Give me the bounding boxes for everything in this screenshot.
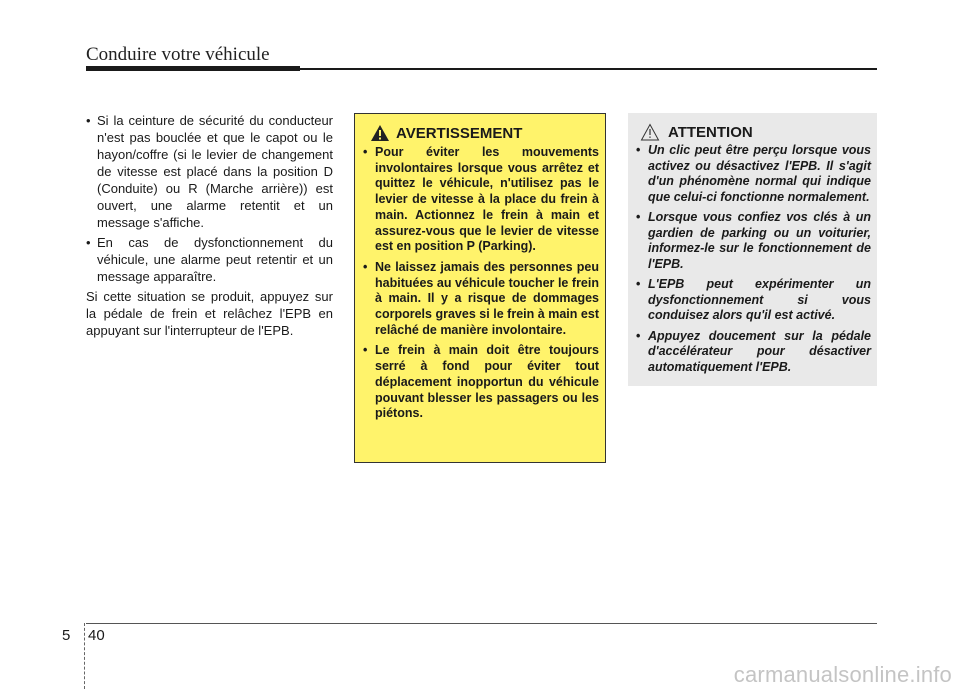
page-number: 40	[88, 627, 105, 644]
warning-title: AVERTISSEMENT	[396, 124, 523, 142]
page-header-title: Conduire votre véhicule	[86, 44, 270, 65]
watermark-text: carmanualsonline.info	[733, 662, 952, 687]
warning-triangle-icon	[370, 124, 390, 142]
caution-title: ATTENTION	[668, 123, 753, 141]
left-bullet-list	[86, 112, 333, 285]
caution-item: • Un clic peut être perçu lorsque vous activez ou désactivez l'EPB. Il s'agit d'un phénomène normal qui indique que celui-ci fonctionne normalement.	[636, 143, 871, 205]
left-bullet-item: • Si la ceinture de sécurité du conducteur n'est pas bouclée et que le capot ou le hayon/coffre (si le levier de changement de vitesse est placé dans la position D (Conduite) ou R (Marche arrière)) est ouvert, une alarme retentit et un message s'affiche.	[86, 112, 333, 231]
left-bullet-item: • En cas de dysfonctionnement du véhicule, une alarme peut retentir et un message apparaître.	[86, 234, 333, 285]
warning-box	[354, 113, 606, 463]
caution-item: • L'EPB peut expérimenter un dysfonctionnement si vous conduisez alors qu'il est activé.	[636, 277, 871, 324]
caution-item: • Lorsque vous confiez vos clés à un gardien de parking ou un voiturier, informez-le sur le fonctionnement de l'EPB.	[636, 210, 871, 272]
chapter-number: 5	[62, 627, 71, 644]
header-rule-thin	[300, 68, 877, 70]
left-column-text	[86, 112, 333, 339]
left-paragraph: Si cette situation se produit, appuyez sur la pédale de frein et relâchez l'EPB en appuyant sur l'interrupteur de l'EPB.	[86, 289, 333, 338]
warning-item: • Le frein à main doit être toujours serré à fond pour éviter tout déplacement inopportun du véhicule pouvant blesser les passagers ou les piétons.	[363, 343, 599, 422]
caution-item: • Appuyez doucement sur la pédale d'accélérateur pour désactiver automatiquement l'EPB.	[636, 329, 871, 376]
caution-header	[640, 123, 871, 141]
footer-rule	[86, 623, 877, 624]
caution-triangle-icon	[640, 123, 660, 141]
header-rule-thick	[86, 66, 300, 71]
footer-divider	[84, 623, 85, 689]
warning-header	[370, 124, 599, 142]
warning-list	[363, 145, 599, 422]
warning-item: • Ne laissez jamais des personnes peu habituées au véhicule toucher le frein à main. Il y a risque de dommages corporels graves si le frein à main est relâché de manière involontaire.	[363, 260, 599, 339]
caution-list	[636, 143, 871, 375]
warning-item: • Pour éviter les mouvements involontaires lorsque vous arrêtez et quittez le véhicule, n'utilisez pas le levier de vitesse à la place du frein à main. Actionnez le frein à main et assurez-vous que le levier de vitesse est en position P (Parking).	[363, 145, 599, 255]
caution-box	[628, 113, 877, 386]
